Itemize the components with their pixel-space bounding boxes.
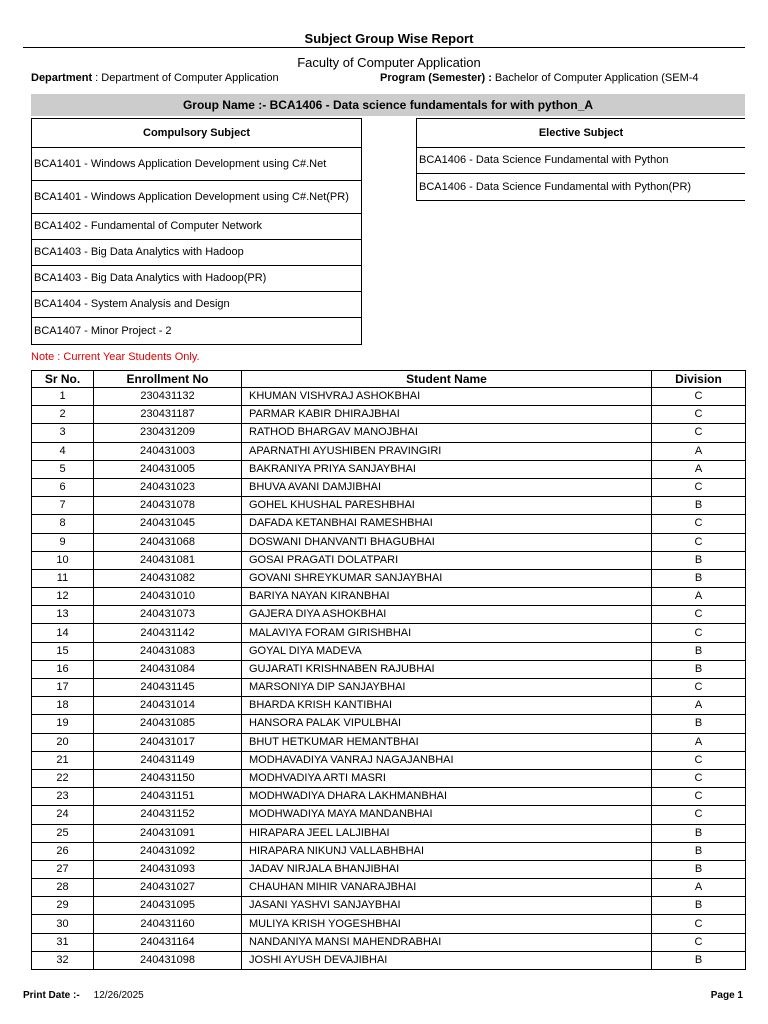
sr-no-cell: 28 [32,879,94,897]
enrollment-no-cell: 240431084 [94,660,242,678]
sr-no-cell: 9 [32,533,94,551]
student-name-cell: BARIYA NAYAN KIRANBHAI [242,588,652,606]
student-name-cell: MODHVADIYA ARTI MASRI [242,769,652,787]
division-cell: C [652,406,746,424]
enrollment-no-cell: 230431209 [94,424,242,442]
compulsory-heading: Compulsory Subject [32,119,361,148]
program-value: Bachelor of Computer Application (SEM-4 [491,72,699,84]
table-row [32,842,746,860]
division-cell: A [652,442,746,460]
division-cell: B [652,497,746,515]
student-name-cell: RATHOD BHARGAV MANOJBHAI [242,424,652,442]
division-cell: A [652,460,746,478]
group-name-bar: Group Name :- BCA1406 - Data science fundamentals for with python_A [31,94,745,116]
division-cell: A [652,697,746,715]
enrollment-no-cell: 240431073 [94,606,242,624]
student-name-cell: JASANI YASHVI SANJAYBHAI [242,897,652,915]
student-name-cell: JADAV NIRJALA BHANJIBHAI [242,860,652,878]
title-divider [23,47,745,48]
department-value: Department of Computer Application [101,72,279,84]
table-row [32,715,746,733]
student-name-cell: PARMAR KABIR DHIRAJBHAI [242,406,652,424]
enrollment-no-cell: 240431003 [94,442,242,460]
division-cell: A [652,733,746,751]
sr-no-cell: 20 [32,733,94,751]
enrollment-no-cell: 240431149 [94,751,242,769]
elective-subject-item: BCA1406 - Data Science Fundamental with Python(PR) [417,174,745,201]
sr-no-cell: 7 [32,497,94,515]
sr-no-cell: 25 [32,824,94,842]
compulsory-subject-item: BCA1404 - System Analysis and Design [32,292,361,318]
division-cell: B [652,860,746,878]
student-name-cell: HIRAPARA JEEL LALJIBHAI [242,824,652,842]
division-header: Division [652,371,746,388]
student-name-cell: DOSWANI DHANVANTI BHAGUBHAI [242,533,652,551]
table-row [32,551,746,569]
student-name-cell: HIRAPARA NIKUNJ VALLABHBHAI [242,842,652,860]
table-row [32,442,746,460]
student-name-cell: GOYAL DIYA MADEVA [242,642,652,660]
sr-no-cell: 24 [32,806,94,824]
enrollment-no-cell: 240431152 [94,806,242,824]
enrollment-no-cell: 240431142 [94,624,242,642]
enrollment-no-cell: 230431132 [94,388,242,406]
compulsory-subject-item: BCA1407 - Minor Project - 2 [34,324,172,337]
compulsory-subject-item: BCA1401 - Windows Application Development using C#.Net [32,148,361,181]
sr-no-cell: 32 [32,951,94,969]
elective-heading: Elective Subject [417,119,745,148]
sr-no-cell: 26 [32,842,94,860]
sr-no-cell: 4 [32,442,94,460]
sr-no-cell: 29 [32,897,94,915]
table-row [32,406,746,424]
sr-no-cell: 5 [32,460,94,478]
program-label: Program (Semester) : [380,72,492,84]
table-row [32,642,746,660]
table-row [32,824,746,842]
table-row [32,769,746,787]
sr-no-cell: 27 [32,860,94,878]
table-row [32,588,746,606]
sr-no-cell: 1 [32,388,94,406]
sr-no-cell: 15 [32,642,94,660]
enrollment-no-cell: 240431027 [94,879,242,897]
enrollment-no-cell: 240431085 [94,715,242,733]
table-row [32,515,746,533]
student-name-cell: BAKRANIYA PRIYA SANJAYBHAI [242,460,652,478]
division-cell: C [652,933,746,951]
enrollment-no-cell: 240431014 [94,697,242,715]
student-name-header: Student Name [242,371,652,388]
table-row [32,388,746,406]
table-row [32,915,746,933]
department-line [31,72,279,84]
table-row [32,951,746,969]
department-label: Department [31,72,93,84]
division-cell: B [652,642,746,660]
print-date [23,990,144,1001]
print-date-value: 12/26/2025 [93,990,144,1001]
enrollment-no-cell: 240431093 [94,860,242,878]
division-cell: C [652,769,746,787]
division-cell: A [652,879,746,897]
enrollment-no-cell: 240431151 [94,788,242,806]
table-row [32,751,746,769]
sr-no-cell: 12 [32,588,94,606]
division-cell: B [652,660,746,678]
division-cell: C [652,424,746,442]
table-row [32,569,746,587]
table-row [32,624,746,642]
compulsory-subject-item: BCA1403 - Big Data Analytics with Hadoop(PR) [32,266,361,292]
student-name-cell: NANDANIYA MANSI MAHENDRABHAI [242,933,652,951]
compulsory-subject-box [31,118,362,345]
table-row [32,497,746,515]
division-cell: C [652,388,746,406]
program-line [380,72,699,84]
enrollment-no-header: Enrollment No [94,371,242,388]
student-name-cell: MULIYA KRISH YOGESHBHAI [242,915,652,933]
sr-no-cell: 31 [32,933,94,951]
student-name-cell: GUJARATI KRISHNABEN RAJUBHAI [242,660,652,678]
sr-no-cell: 19 [32,715,94,733]
enrollment-no-cell: 240431045 [94,515,242,533]
page-number: Page 1 [710,990,743,1001]
division-cell: C [652,606,746,624]
student-name-cell: CHAUHAN MIHIR VANARAJBHAI [242,879,652,897]
sr-no-cell: 10 [32,551,94,569]
sr-no-cell: 8 [32,515,94,533]
student-name-cell: BHUVA AVANI DAMJIBHAI [242,478,652,496]
enrollment-no-cell: 240431092 [94,842,242,860]
student-name-cell: BHUT HETKUMAR HEMANTBHAI [242,733,652,751]
sr-no-cell: 6 [32,478,94,496]
student-name-cell: MALAVIYA FORAM GIRISHBHAI [242,624,652,642]
sr-no-cell: 16 [32,660,94,678]
student-name-cell: KHUMAN VISHVRAJ ASHOKBHAI [242,388,652,406]
division-cell: B [652,569,746,587]
current-year-note: Note : Current Year Students Only. [31,351,200,363]
sr-no-cell: 18 [32,697,94,715]
enrollment-no-cell: 240431083 [94,642,242,660]
enrollment-no-cell: 240431145 [94,679,242,697]
table-row [32,697,746,715]
division-cell: B [652,897,746,915]
student-name-cell: MODHAVADIYA VANRAJ NAGAJANBHAI [242,751,652,769]
enrollment-no-cell: 240431017 [94,733,242,751]
table-row [32,460,746,478]
department-separator: : [92,72,102,84]
student-name-cell: BHARDA KRISH KANTIBHAI [242,697,652,715]
division-cell: C [652,806,746,824]
division-cell: C [652,751,746,769]
enrollment-no-cell: 240431081 [94,551,242,569]
sr-no-cell: 17 [32,679,94,697]
report-title: Subject Group Wise Report [304,31,474,46]
student-name-cell: MODHWADIYA DHARA LAKHMANBHAI [242,788,652,806]
elective-subject-item: BCA1406 - Data Science Fundamental with Python [417,148,745,174]
enrollment-no-cell: 240431164 [94,933,242,951]
enrollment-no-cell: 240431082 [94,569,242,587]
enrollment-no-cell: 240431098 [94,951,242,969]
table-row [32,806,746,824]
sr-no-cell: 3 [32,424,94,442]
student-name-cell: GOHEL KHUSHAL PARESHBHAI [242,497,652,515]
enrollment-no-cell: 240431091 [94,824,242,842]
division-cell: B [652,824,746,842]
table-row [32,733,746,751]
sr-no-cell: 14 [32,624,94,642]
print-date-label: Print Date :- [23,990,80,1001]
division-cell: A [652,588,746,606]
enrollment-no-cell: 240431023 [94,478,242,496]
student-name-cell: GAJERA DIYA ASHOKBHAI [242,606,652,624]
students-table-body [32,388,746,970]
division-cell: B [652,951,746,969]
sr-no-cell: 22 [32,769,94,787]
table-row [32,606,746,624]
compulsory-subject-item: BCA1401 - Windows Application Development using C#.Net(PR) [32,181,361,214]
enrollment-no-cell: 240431010 [94,588,242,606]
table-row [32,933,746,951]
table-row [32,879,746,897]
division-cell: C [652,478,746,496]
sr-no-cell: 13 [32,606,94,624]
enrollment-no-cell: 240431068 [94,533,242,551]
division-cell: C [652,624,746,642]
sr-no-header: Sr No. [32,371,94,388]
division-cell: C [652,788,746,806]
student-name-cell: HANSORA PALAK VIPULBHAI [242,715,652,733]
student-name-cell: MODHWADIYA MAYA MANDANBHAI [242,806,652,824]
elective-subject-box [416,118,745,201]
table-row [32,788,746,806]
enrollment-no-cell: 240431078 [94,497,242,515]
table-header-row [32,371,746,388]
sr-no-cell: 30 [32,915,94,933]
division-cell: C [652,515,746,533]
table-row [32,897,746,915]
division-cell: C [652,533,746,551]
sr-no-cell: 2 [32,406,94,424]
table-row [32,679,746,697]
student-name-cell: MARSONIYA DIP SANJAYBHAI [242,679,652,697]
table-row [32,660,746,678]
compulsory-subject-item: BCA1402 - Fundamental of Computer Network [32,214,361,240]
student-name-cell: APARNATHI AYUSHIBEN PRAVINGIRI [242,442,652,460]
sr-no-cell: 23 [32,788,94,806]
student-name-cell: GOSAI PRAGATI DOLATPARI [242,551,652,569]
enrollment-no-cell: 240431095 [94,897,242,915]
faculty-name: Faculty of Computer Application [297,55,481,70]
sr-no-cell: 21 [32,751,94,769]
division-cell: C [652,679,746,697]
table-row [32,860,746,878]
enrollment-no-cell: 240431005 [94,460,242,478]
division-cell: B [652,715,746,733]
student-name-cell: GOVANI SHREYKUMAR SANJAYBHAI [242,569,652,587]
table-row [32,533,746,551]
enrollment-no-cell: 240431160 [94,915,242,933]
student-name-cell: JOSHI AYUSH DEVAJIBHAI [242,951,652,969]
division-cell: C [652,915,746,933]
table-row [32,478,746,496]
student-name-cell: DAFADA KETANBHAI RAMESHBHAI [242,515,652,533]
table-row [32,424,746,442]
compulsory-subject-item: BCA1403 - Big Data Analytics with Hadoop [32,240,361,266]
division-cell: B [652,551,746,569]
enrollment-no-cell: 240431150 [94,769,242,787]
sr-no-cell: 11 [32,569,94,587]
enrollment-no-cell: 230431187 [94,406,242,424]
division-cell: B [652,842,746,860]
students-table [31,370,746,970]
